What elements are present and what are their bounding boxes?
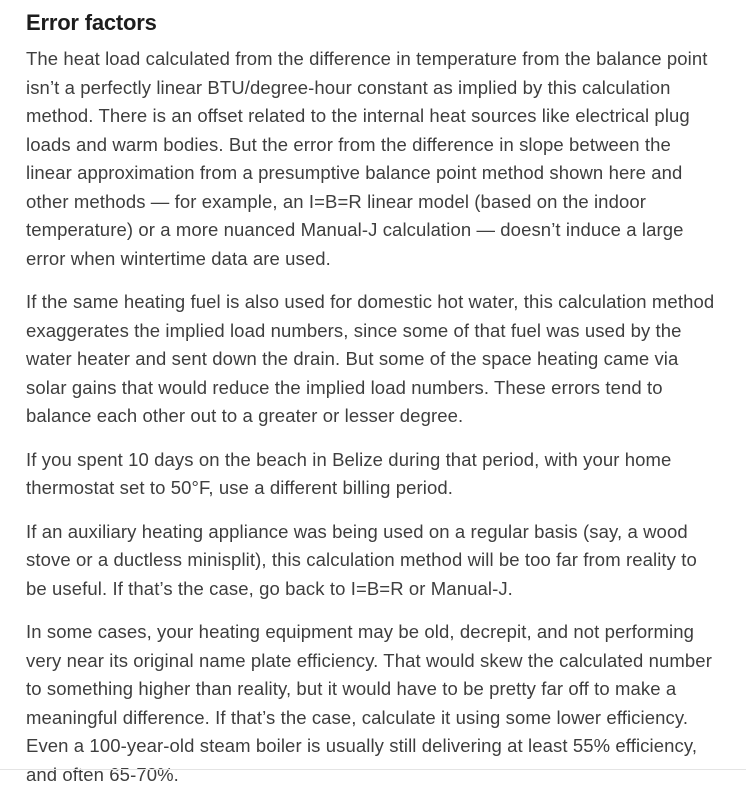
section-heading: Error factors [26, 10, 157, 35]
paragraph-hot-water: If the same heating fuel is also used for domestic hot water, this calculation method exaggerates the implied load numbers, since some of that fuel was used by the water heater and sent down the drain. But some of the space heating came via solar gains that would reduce the implied load numbers. These errors tend to balance each other out to a greater or lesser degree. [26, 291, 715, 426]
paragraph-belize: If you spent 10 days on the beach in Belize during that period, with your home thermostat set to 50°F, use a different billing period. [26, 448, 672, 498]
paragraph-auxiliary-heating: If an auxiliary heating appliance was being used on a regular basis (say, a wood stove or a ductless minisplit), this calculation method will be too far from reality to be useful. If that’s the case, go back to I=B=R or Manual-J. [26, 520, 697, 599]
paragraph-error-slope: The heat load calculated from the difference in temperature from the balance point isn’t a perfectly linear BTU/degree-hour constant as implied by this calculation method. There is an offset related to the internal heat sources like electrical plug loads and warm bodies. But the error from the difference in slope between the linear approximation from a presumptive balance point method shown here and other methods — for example, an I=B=R linear model (based on the indoor temperature) or a more nuanced Manual-J calculation — doesn’t induce a large error when wintertime data are used. [26, 48, 708, 269]
paragraph-equipment-efficiency: In some cases, your heating equipment may be old, decrepit, and not performing very near its original name plate efficiency. That would skew the calculated number to something higher than reality, but it would have to be pretty far off to make a meaningful difference. If that’s the case, calculate it using some lower efficiency. Even a 100-year-old steam boiler is usually still delivering at least 55% efficiency, and often 65-70%. [26, 621, 712, 785]
